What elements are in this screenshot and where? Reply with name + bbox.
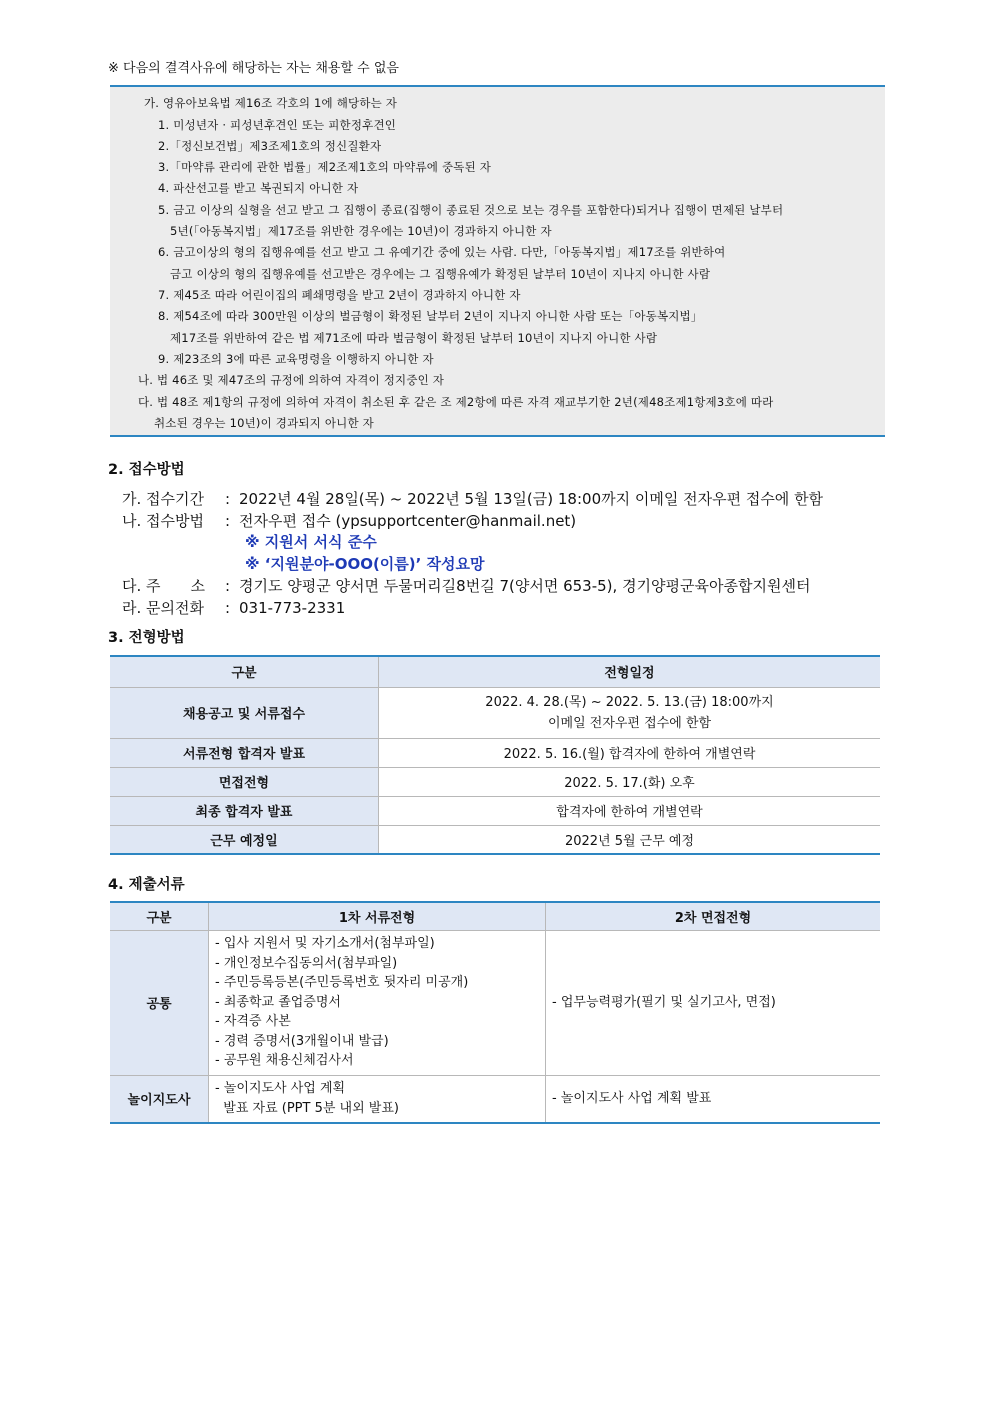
list-item: - 놀이지도사 사업 계획 [215, 1081, 346, 1097]
play-document-list [209, 1075, 546, 1123]
play-interview: - 놀이지도사 사업 계획 발표 [546, 1075, 881, 1123]
stage-schedule [379, 687, 881, 738]
disqualification-line: 나. 법 46조 및 제47조의 규정에 의하여 자격이 정지중인 자 [138, 373, 445, 387]
table-row [110, 1075, 880, 1123]
schedule-line: 2022. 4. 28.(목) ~ 2022. 5. 13.(금) 18:00까지 [485, 694, 774, 710]
disqualification-line: 2.「정신보건법」제3조제1호의 정신질환자 [158, 139, 382, 153]
disqualification-line: 5. 금고 이상의 실형을 선고 받고 그 집행이 종료(집행이 종료된 것으로 보는 경우를 포함한다)되거나 집행이 면제된 날부터 [158, 203, 784, 217]
section-title-selection: 3. 전형방법 [108, 630, 185, 646]
disqualification-line: 다. 법 48조 제1항의 규정에 의하여 자격이 취소된 후 같은 조 제2항에 따른 자격 재교부기한 2년(제48조제1항제3호에 따라 [138, 395, 774, 409]
stage-label: 근무 예정일 [110, 825, 379, 854]
list-item: 발표 자료 (PPT 5분 내외 발표) [215, 1100, 399, 1116]
table-row [110, 796, 880, 825]
naming-note: ※ ‘지원분야-OOO(이름)’ 작성요망 [245, 555, 485, 573]
table-header: 2차 면접전형 [546, 902, 881, 930]
disqualification-line: 4. 파산선고를 받고 복권되지 아니한 자 [158, 181, 359, 195]
colon: : [225, 490, 231, 508]
table-header: 구분 [110, 902, 209, 930]
selection-schedule-table [110, 655, 880, 855]
disqualification-line: 7. 제45조 따라 어린이집의 폐쇄명령을 받고 2년이 경과하지 아니한 자 [158, 288, 521, 302]
table-row [110, 738, 880, 767]
disqualification-line: 1. 미성년자 · 피성년후견인 또는 피한정후견인 [158, 118, 397, 132]
category-label: 공통 [110, 930, 209, 1075]
table-header: 구분 [110, 656, 379, 687]
address [122, 575, 810, 596]
documents-table [110, 901, 880, 1124]
table-header: 1차 서류전형 [209, 902, 546, 930]
phone-label: 라. 문의전화 [122, 599, 204, 617]
list-item: - 개인정보수집동의서(첨부파일) [215, 955, 398, 971]
disqualification-line: 금고 이상의 형의 집행유예를 선고받은 경우에는 그 집행유예가 확정된 날부터 10년이 지나지 아니한 사람 [170, 267, 711, 281]
disqualification-line: 취소된 경우는 10년)이 경과되지 아니한 자 [154, 416, 374, 430]
table-header: 전형일정 [379, 656, 881, 687]
disqualification-line: 제17조를 위반하여 같은 법 제71조에 따라 벌금형이 확정된 날부터 10년이 지나지 아니한 사람 [170, 331, 658, 345]
list-item: - 최종학교 졸업증명서 [215, 994, 341, 1010]
section-title-application: 2. 접수방법 [108, 462, 185, 478]
stage-label: 서류전형 합격자 발표 [110, 738, 379, 767]
phone [122, 597, 345, 618]
disqualification-notice: ※ 다음의 결격사유에 해당하는 자는 채용할 수 없음 [108, 61, 399, 76]
common-document-list [209, 930, 546, 1075]
table-row [110, 767, 880, 796]
table-row [110, 687, 880, 738]
list-item: - 자격증 사본 [215, 1014, 291, 1030]
stage-schedule: 합격자에 한하여 개별연락 [379, 796, 881, 825]
stage-schedule: 2022. 5. 17.(화) 오후 [379, 767, 881, 796]
table-row [110, 825, 880, 854]
disqualification-box [110, 85, 885, 437]
application-method [122, 510, 576, 531]
list-item: - 주민등록등본(주민등록번호 뒷자리 미공개) [215, 975, 469, 991]
period-value: 2022년 4월 28일(목) ~ 2022년 5월 13일(금) 18:00까지 이메일 전자우편 접수에 한함 [239, 490, 824, 508]
stage-schedule: 2022년 5월 근무 예정 [379, 825, 881, 854]
method-label: 나. 접수방법 [122, 512, 204, 530]
list-item: - 경력 증명서(3개월이내 발급) [215, 1033, 389, 1049]
period-label: 가. 접수기간 [122, 490, 204, 508]
colon: : [225, 512, 231, 530]
table-header-row [110, 902, 880, 930]
stage-label: 최종 합격자 발표 [110, 796, 379, 825]
address-value: 경기도 양평군 양서면 두물머리길8번길 7(양서면 653-5), 경기양평군육아종합지원센터 [239, 577, 811, 595]
phone-value: 031-773-2331 [239, 599, 346, 617]
disqualification-line: 6. 금고이상의 형의 집행유예를 선고 받고 그 유예기간 중에 있는 사람. 다만,「아동복지법」제17조를 위반하여 [158, 245, 726, 259]
disqualification-line: 8. 제54조에 따라 300만원 이상의 벌금형이 확정된 날부터 2년이 지나지 아니한 사람 또는「아동복지법」 [158, 309, 703, 323]
disqualification-line: 3.「마약류 관리에 관한 법률」제2조제1호의 마약류에 중독된 자 [158, 160, 492, 174]
table-row [110, 930, 880, 1075]
stage-schedule: 2022. 5. 16.(월) 합격자에 한하여 개별연락 [379, 738, 881, 767]
application-period [122, 488, 823, 509]
method-value: 전자우편 접수 (ypsupportcenter@hanmail.net) [239, 512, 577, 530]
disqualification-line: 9. 제23조의 3에 따른 교육명령을 이행하지 아니한 자 [158, 352, 434, 366]
section-title-documents: 4. 제출서류 [108, 877, 185, 893]
disqualification-line: 5년(「아동복지법」제17조를 위반한 경우에는 10년)이 경과하지 아니한 자 [170, 224, 552, 238]
category-label: 놀이지도사 [110, 1075, 209, 1123]
stage-label: 면접전형 [110, 767, 379, 796]
common-interview: - 업무능력평가(필기 및 실기고사, 면접) [546, 930, 881, 1075]
form-compliance-note: ※ 지원서 서식 준수 [245, 533, 377, 551]
stage-label: 채용공고 및 서류접수 [110, 687, 379, 738]
colon: : [225, 577, 231, 595]
table-header-row [110, 656, 880, 687]
list-item: - 공무원 채용신체검사서 [215, 1053, 354, 1069]
disqualification-line: 가. 영유아보육법 제16조 각호의 1에 해당하는 자 [144, 96, 398, 110]
list-item: - 입사 지원서 및 자기소개서(첨부파일) [215, 936, 435, 952]
schedule-line: 이메일 전자우편 접수에 한함 [547, 715, 712, 731]
address-label: 다. 주 소 [122, 577, 206, 595]
colon: : [225, 599, 231, 617]
